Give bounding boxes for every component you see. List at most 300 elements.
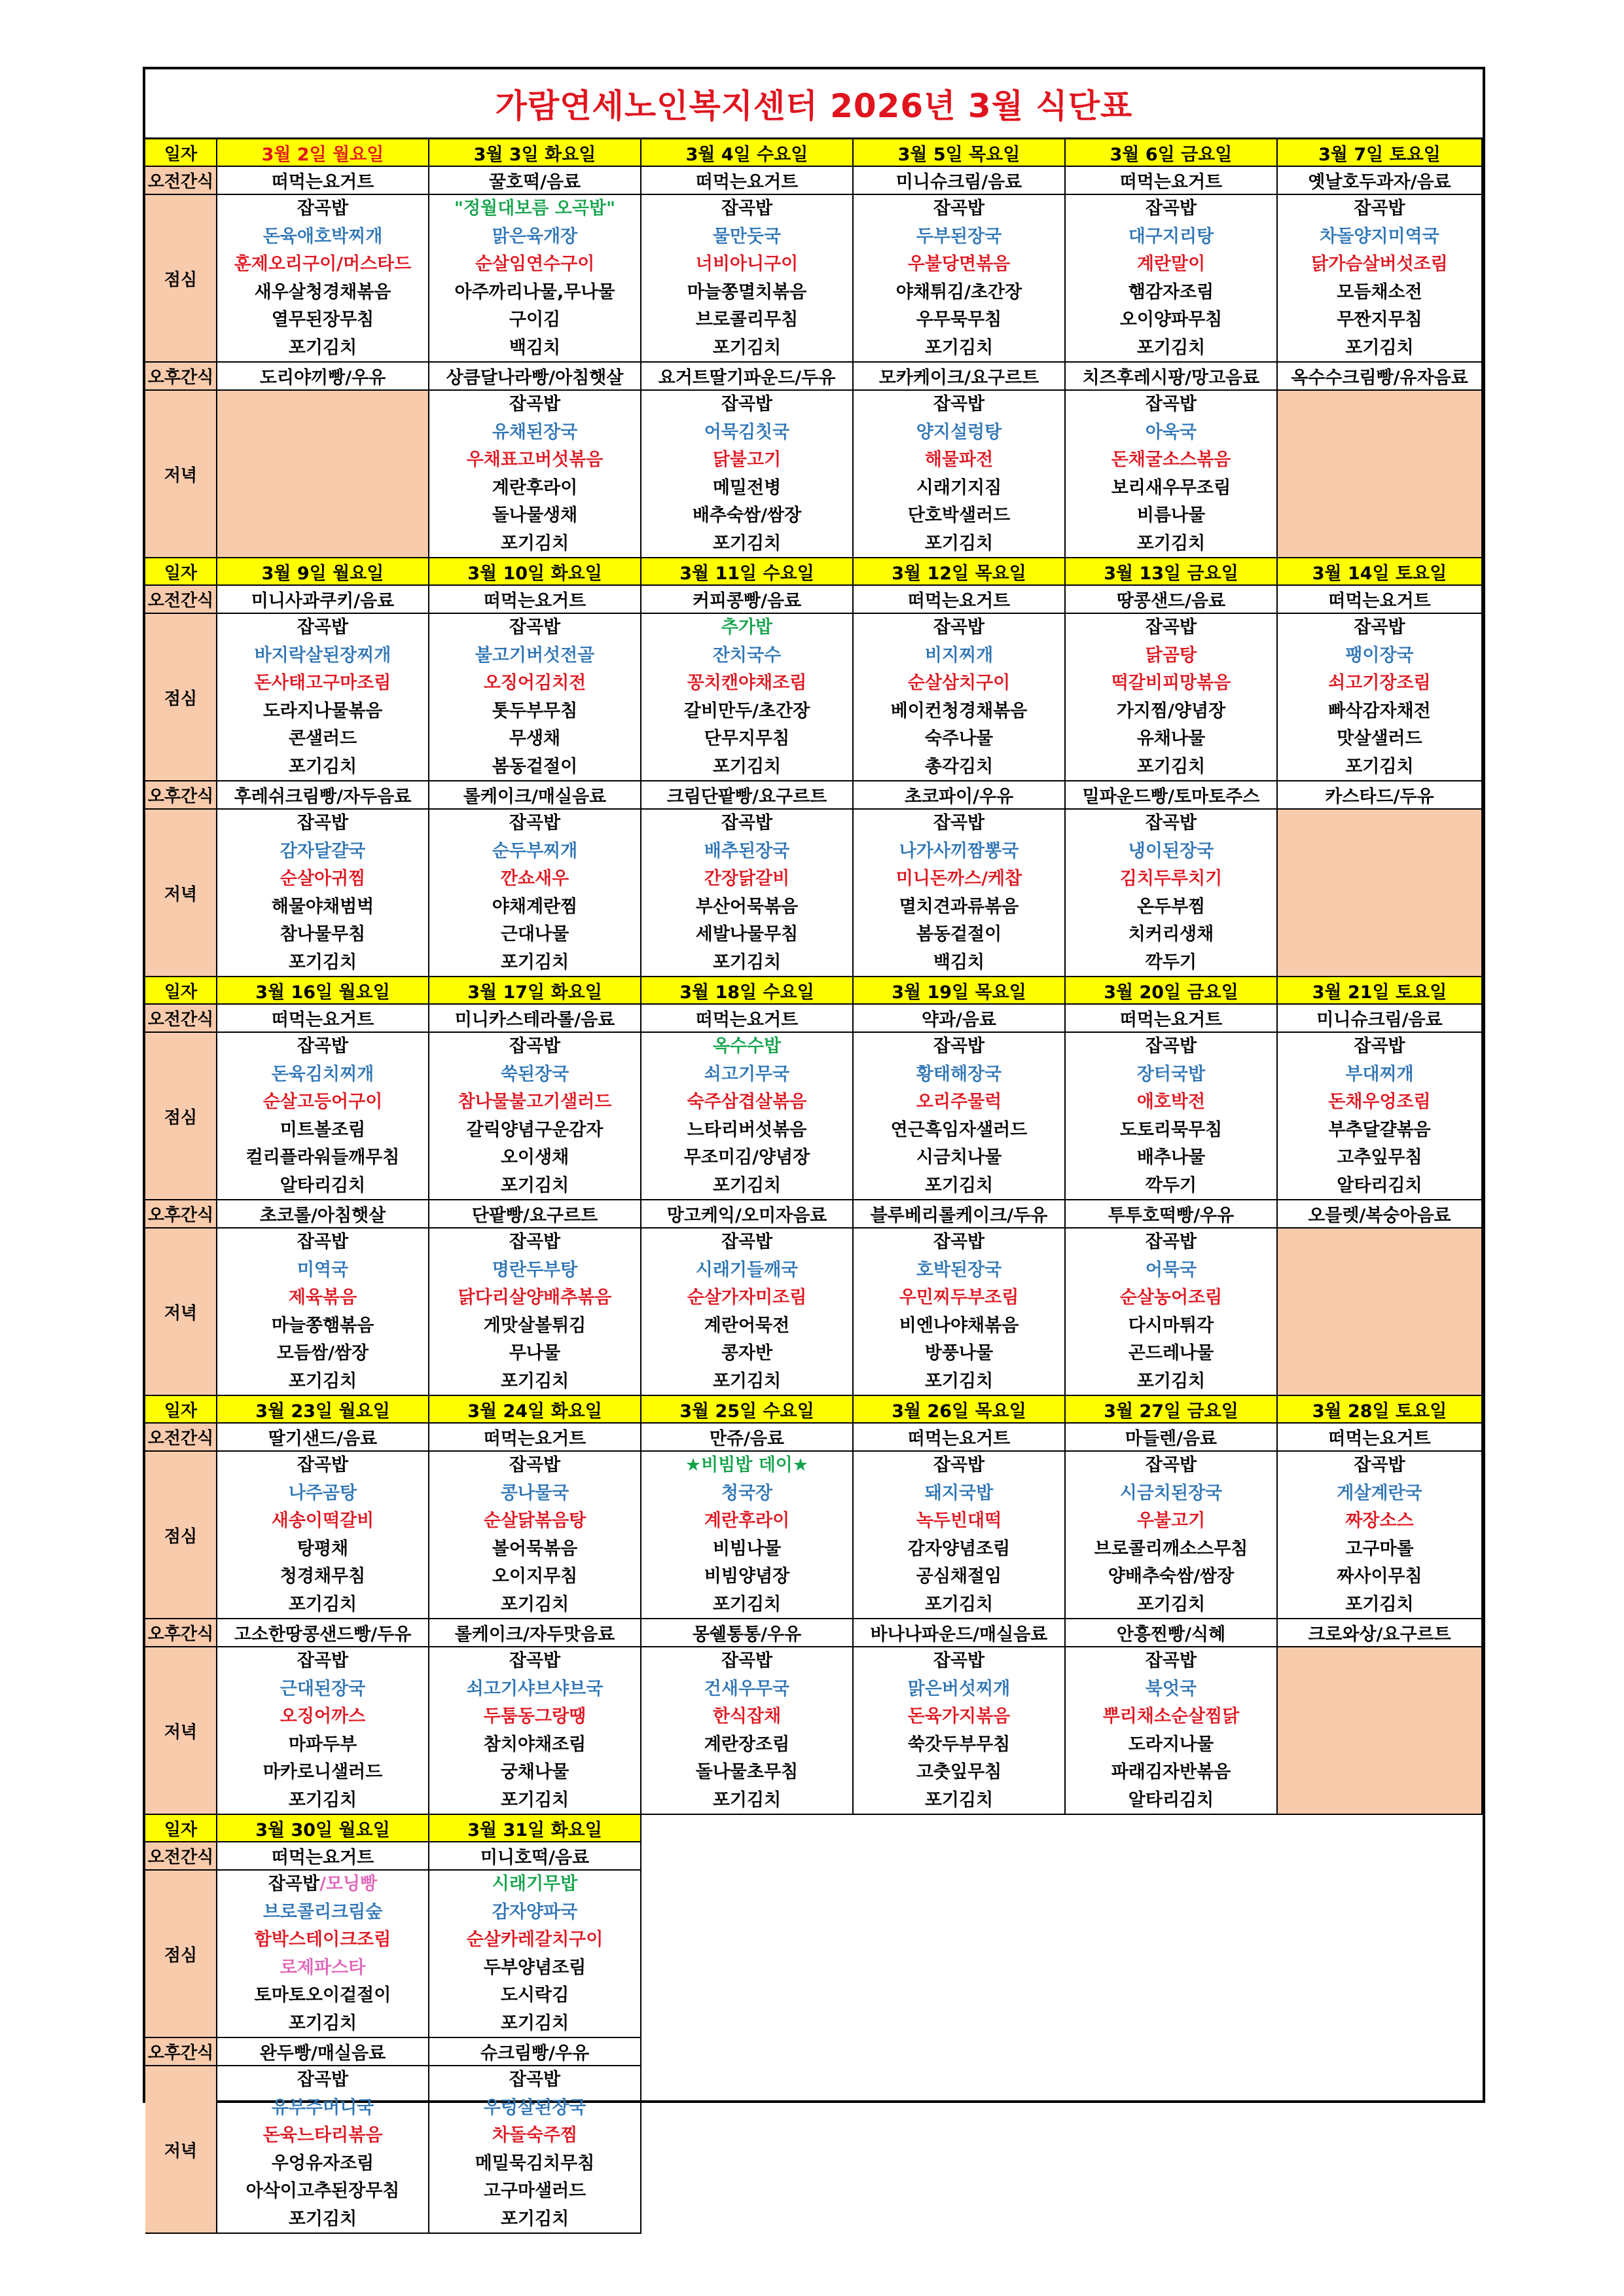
menu-item-text: 잡곡밥: [1145, 1036, 1197, 1056]
menu-item: [641, 446, 852, 475]
menu-item-text: 방풍나물: [924, 1343, 994, 1363]
menu-item: [854, 893, 1064, 922]
menu-item-text: 비엔나야채볶음: [899, 1315, 1019, 1336]
menu-item: [429, 223, 640, 251]
menu-item: [429, 1871, 640, 1899]
menu-item-text: 쇠고기무국: [704, 1064, 790, 1085]
menu-item-text: 토마토오이겉절이: [254, 1985, 391, 2005]
dinner-empty: [1278, 1229, 1483, 1396]
menu-item-text: 비빔양념장: [704, 1566, 790, 1587]
menu-item-text: 곤드레나물: [1128, 1343, 1214, 1363]
lunch-menu: [429, 1033, 641, 1200]
menu-item: [641, 475, 852, 503]
date-cell: [641, 1396, 854, 1424]
menu-item: [429, 1703, 640, 1731]
menu-item: [217, 1563, 428, 1591]
menu-item: [641, 1061, 852, 1089]
menu-item: [1066, 1507, 1276, 1535]
day-date: 3월 25일 수요일: [679, 1401, 814, 1422]
day-date: 3월 11일 수요일: [679, 563, 814, 584]
menu-item: [217, 306, 428, 334]
menu-item-text: 도토리묵무침: [1119, 1119, 1223, 1140]
menu-item: [1278, 1061, 1481, 1089]
menu-item-text: 돼지국밥: [924, 1482, 994, 1503]
menu-item-text: ★비빔밥 데이★: [685, 1455, 809, 1475]
date-cell: [217, 558, 429, 586]
dinner-menu: [217, 1647, 429, 1815]
menu-item: [641, 306, 852, 334]
menu-item-text: 도라지나물: [1128, 1734, 1214, 1755]
menu-item: [641, 1368, 852, 1396]
menu-item-text: 미역국: [297, 1259, 349, 1280]
menu-item-text: 두툼동그랑땡: [483, 1706, 586, 1727]
menu-item: [641, 670, 852, 698]
menu-item-text: 우불당면볶음: [907, 254, 1011, 274]
date-cell: [429, 1815, 641, 1842]
pm-snack: 초코롤/아침햇살: [217, 1200, 429, 1229]
menu-item: [217, 614, 428, 642]
lunch-menu: [429, 614, 641, 781]
day-date: 3월 17일 화요일: [467, 982, 602, 1003]
menu-item: [641, 949, 852, 977]
dinner-menu: [1066, 1647, 1278, 1815]
menu-item-text: 포기김치: [712, 756, 782, 777]
menu-item-text: 유부주머니국: [271, 2097, 374, 2118]
menu-item: [429, 1172, 640, 1200]
menu-item: [217, 1257, 428, 1285]
menu-item-text: 우민찌두부조림: [899, 1287, 1019, 1308]
pm-snack-label: 오후간식: [145, 781, 217, 810]
pm-snack: 슈크림빵/우유: [429, 2038, 641, 2066]
am-snack: 미니사과쿠키/음료: [217, 586, 429, 614]
menu-item: [217, 1871, 428, 1899]
menu-item: [429, 391, 640, 419]
menu-item-text: 비름나물: [1136, 505, 1206, 526]
menu-item-text: 깍두기: [1145, 952, 1197, 973]
pm-snack-label: 오후간식: [145, 1619, 217, 1647]
menu-item-text: 미트볼조림: [280, 1119, 366, 1140]
menu-item-text: 시래기지짐: [916, 477, 1002, 498]
menu-item-text: 배추나물: [1136, 1147, 1206, 1168]
menu-item: [854, 1703, 1064, 1731]
menu-item: [429, 2150, 640, 2178]
lunch-label: 점심: [145, 614, 217, 781]
menu-item: [641, 1703, 852, 1731]
menu-item: [217, 865, 428, 893]
menu-item: [429, 1033, 640, 1061]
menu-item: [429, 1480, 640, 1508]
am-snack: 꿀호떡/음료: [429, 167, 641, 195]
menu-item-text: 뿌리채소순살찜닭: [1102, 1706, 1240, 1727]
menu-item: [641, 1117, 852, 1145]
menu-item: [1066, 1368, 1276, 1396]
menu-item-text: 순살임연수구이: [475, 254, 595, 274]
menu-item-text: 잡곡밥: [297, 2070, 349, 2090]
date-cell: [854, 977, 1066, 1005]
menu-item-text: 잡곡밥: [1145, 1455, 1197, 1475]
menu-item-text: 맑은버섯찌개: [907, 1678, 1011, 1699]
menu-item: [217, 1731, 428, 1759]
menu-item: [429, 1117, 640, 1145]
menu-item-text: 부대찌개: [1345, 1064, 1414, 1085]
menu-item: [641, 195, 852, 223]
menu-item: [217, 2094, 428, 2123]
menu-item: [641, 419, 852, 447]
menu-item: [429, 949, 640, 977]
menu-item-text: 포기김치: [924, 337, 994, 358]
menu-item: [854, 1591, 1064, 1619]
menu-item-text: 콩자반: [721, 1343, 773, 1363]
menu-item-text: 멸치견과류볶음: [899, 896, 1019, 917]
am-snack: 딸기샌드/음료: [217, 1424, 429, 1452]
dinner-menu: [641, 1647, 854, 1815]
menu-item-text: 비지찌개: [924, 645, 994, 666]
date-label: 일자: [145, 977, 217, 1005]
menu-item: [429, 1591, 640, 1619]
menu-item: [854, 1676, 1064, 1704]
menu-item-text: 돈채우엉조림: [1328, 1092, 1431, 1112]
am-snack: 약과/음료: [854, 1005, 1066, 1033]
am-snack: 떠먹는요거트: [1278, 1424, 1483, 1452]
date-cell: [217, 139, 429, 167]
date-cell: [1066, 1396, 1278, 1424]
menu-item: [641, 279, 852, 307]
day-date: 3월 24일 화요일: [467, 1401, 602, 1422]
menu-item: [217, 1312, 428, 1340]
menu-item-text: 메밀전병: [712, 477, 782, 498]
menu-item: [1066, 1647, 1276, 1676]
menu-item-text: 고구마샐러드: [483, 2181, 586, 2201]
menu-item: [641, 1172, 852, 1200]
menu-item: [1066, 865, 1276, 893]
menu-item: [429, 865, 640, 893]
menu-item-text: 열무된장무침: [271, 310, 374, 330]
menu-item: [429, 893, 640, 922]
menu-item-text: 건새우무국: [704, 1678, 790, 1699]
menu-item-text: 김치두루치기: [1119, 869, 1223, 889]
menu-item: [854, 223, 1064, 251]
menu-item: [1278, 1591, 1481, 1619]
dinner-menu: [217, 1229, 429, 1396]
menu-item-text: 포기김치: [288, 2208, 357, 2229]
dinner-menu: [854, 1229, 1066, 1396]
menu-item-text: 포기김치: [288, 1594, 357, 1615]
menu-item: [641, 1480, 852, 1508]
menu-item-text: 잔치국수: [712, 645, 782, 666]
menu-item-text: 잡곡밥: [1145, 617, 1197, 637]
menu-item-text: 포기김치: [500, 2013, 569, 2034]
menu-item: [641, 1787, 852, 1815]
pm-snack: 롤케이크/매실음료: [429, 781, 641, 810]
dinner-menu: [641, 1229, 854, 1396]
menu-item: [429, 2206, 640, 2234]
menu-item-text: 잡곡밥: [268, 1874, 320, 1894]
menu-item-text: 짜사이무침: [1337, 1566, 1422, 1587]
menu-item: [429, 1926, 640, 1954]
menu-item-text: 콘샐러드: [288, 728, 357, 749]
menu-item: [1066, 698, 1276, 726]
pm-snack: 초코파이/우유: [854, 781, 1066, 810]
menu-item: [641, 753, 852, 781]
menu-item: [1066, 921, 1276, 949]
menu-item-text: 오이지무침: [492, 1566, 578, 1587]
menu-item: [429, 1982, 640, 2010]
lunch-menu: [1278, 614, 1483, 781]
menu-item: [429, 698, 640, 726]
date-cell: [1066, 139, 1278, 167]
menu-item: [217, 1591, 428, 1619]
menu-item-text: 추가밥: [721, 617, 773, 637]
menu-item: [854, 1759, 1064, 1787]
menu-item: [854, 530, 1064, 558]
dinner-label: 저녁: [145, 391, 217, 558]
menu-item: [1278, 1480, 1481, 1508]
menu-item-text: 무조미김/양념장: [683, 1147, 810, 1168]
dinner-empty: [1278, 810, 1483, 977]
date-cell: [854, 139, 1066, 167]
menu-item-text: 콩나물국: [500, 1482, 569, 1503]
dinner-label: 저녁: [145, 810, 217, 977]
menu-item: [854, 1368, 1064, 1396]
menu-item-text: 봄동겉절이: [492, 756, 578, 777]
menu-item-text: 마늘쫑햄볶음: [271, 1315, 374, 1336]
menu-item: [1066, 1703, 1276, 1731]
menu-item-text: 갈비만두/초간장: [683, 700, 810, 721]
menu-item: [1066, 1535, 1276, 1564]
pm-snack: 모카케이크/요구르트: [854, 363, 1066, 391]
menu-item-text: 숙주나물: [924, 728, 994, 749]
menu-item-text: 브로콜리무침: [695, 310, 799, 330]
menu-item-text: 오징어김치전: [483, 673, 586, 693]
menu-item-text: 계란후라이: [492, 477, 578, 498]
menu-item-text: 차돌숙주찜: [492, 2125, 578, 2145]
menu-item-text: 잡곡밥: [297, 198, 349, 219]
menu-item-text: 감자양파국: [492, 1901, 578, 1922]
menu-item: [429, 1368, 640, 1396]
menu-item-text: 포기김치: [288, 1789, 357, 1810]
menu-item-text: 쇠고기장조림: [1328, 673, 1431, 693]
menu-item: [1278, 642, 1481, 670]
menu-item-text: 참나물불고기샐러드: [458, 1092, 612, 1112]
menu-item: [429, 1284, 640, 1312]
am-snack: 땅콩샌드/음료: [1066, 586, 1278, 614]
day-date: 3월 31일 화요일: [467, 1820, 602, 1840]
menu-item: [429, 1312, 640, 1340]
pm-snack: 밀파운드빵/토마토주스: [1066, 781, 1278, 810]
menu-item-text: 포기김치: [500, 1594, 569, 1615]
date-label: 일자: [145, 1815, 217, 1842]
menu-item-text: 잡곡밥: [721, 198, 773, 219]
menu-item: [429, 251, 640, 279]
menu-item-text: 냉이된장국: [1128, 840, 1214, 861]
menu-item: [641, 893, 852, 922]
menu-item-text: 시금치나물: [916, 1147, 1002, 1168]
pm-snack: 완두빵/매실음료: [217, 2038, 429, 2066]
lunch-menu: [641, 1033, 854, 1200]
menu-item: [1278, 1535, 1481, 1564]
menu-item: [217, 2206, 428, 2234]
date-cell: [1066, 977, 1278, 1005]
menu-item-text: 잡곡밥: [297, 813, 349, 833]
menu-item: [429, 1563, 640, 1591]
date-cell: [1066, 558, 1278, 586]
menu-item: [854, 1340, 1064, 1368]
menu-item-text: 유채나물: [1136, 728, 1206, 749]
menu-item-text: 총각김치: [924, 756, 994, 777]
dinner-menu: [1066, 810, 1278, 977]
menu-item-text: 빠삭감자채전: [1328, 700, 1431, 721]
menu-item-text: 잡곡밥: [509, 617, 561, 637]
menu-item-text: 간장닭갈비: [704, 869, 790, 889]
day-date: 3월 2일 월요일: [261, 144, 384, 165]
menu-item-text: 돈육느타리볶음: [262, 2125, 383, 2145]
am-snack: 떠먹는요거트: [1278, 586, 1483, 614]
menu-item: [641, 391, 852, 419]
menu-item-text: 순살고등어구이: [262, 1092, 383, 1112]
menu-item: [641, 1229, 852, 1257]
day-date: 3월 9일 월요일: [261, 563, 384, 584]
menu-item-text: 대구지리탕: [1128, 226, 1214, 247]
menu-item: [854, 1257, 1064, 1285]
menu-item: [854, 391, 1064, 419]
lunch-menu: [217, 614, 429, 781]
menu-item-text: 깍두기: [1145, 1175, 1197, 1196]
menu-item: [217, 1676, 428, 1704]
menu-item: [217, 1899, 428, 1927]
menu-item-text: 돌나물초무침: [695, 1762, 799, 1782]
menu-item-text: 포기김치: [500, 533, 569, 554]
menu-item-text: 계란장조림: [704, 1734, 790, 1755]
date-cell: [854, 1396, 1066, 1424]
date-cell: [217, 977, 429, 1005]
menu-item: [1066, 1312, 1276, 1340]
menu-item-text: 포기김치: [712, 1371, 782, 1391]
menu-item: [217, 1229, 428, 1257]
menu-item: [217, 1061, 428, 1089]
menu-item: [429, 614, 640, 642]
pm-snack: 도리야끼빵/우유: [217, 363, 429, 391]
date-cell: [429, 558, 641, 586]
menu-item-text: 잡곡밥: [509, 2070, 561, 2090]
menu-item: [217, 1172, 428, 1200]
menu-item-text: 잡곡밥: [509, 1036, 561, 1056]
menu-item-text: 마카로니샐러드: [262, 1762, 383, 1782]
menu-item: [1278, 753, 1481, 781]
menu-item-text: 게살계란국: [1337, 1482, 1422, 1503]
menu-item-text: 도시락김: [500, 1985, 569, 2005]
menu-item: [641, 1088, 852, 1117]
menu-item: [217, 1452, 428, 1480]
date-cell: [1278, 977, 1483, 1005]
menu-item-text: 잡곡밥: [933, 1455, 985, 1475]
menu-item-text: 봄동겉절이: [916, 924, 1002, 944]
am-snack: 미니카스테라롤/음료: [429, 1005, 641, 1033]
menu-item-text: 단호박샐러드: [907, 505, 1011, 526]
menu-item-text: 닭가슴살버섯조림: [1311, 254, 1448, 274]
menu-item: [641, 1563, 852, 1591]
lunch-menu: [641, 195, 854, 363]
date-cell: [429, 1396, 641, 1424]
menu-item: [217, 670, 428, 698]
menu-item-text: 숙주삼겹살볶음: [687, 1092, 807, 1112]
menu-item: [1066, 949, 1276, 977]
menu-item-text: 바지락살된장찌개: [254, 645, 391, 666]
menu-item: [1278, 279, 1481, 307]
menu-item: [217, 1647, 428, 1676]
date-cell: [641, 558, 854, 586]
menu-item: [641, 1340, 852, 1368]
menu-item: [1278, 1088, 1481, 1117]
menu-item: [641, 810, 852, 838]
menu-item: [1066, 306, 1276, 334]
dinner-menu: [854, 391, 1066, 558]
menu-item: [429, 810, 640, 838]
menu-item: [641, 502, 852, 530]
menu-item-text: 베이컨청경채볶음: [890, 700, 1028, 721]
menu-item: [1278, 1117, 1481, 1145]
menu-item: [854, 1731, 1064, 1759]
menu-item-text: 포기김치: [1345, 756, 1414, 777]
am-snack: 옛날호두과자/음료: [1278, 167, 1483, 195]
menu-item-text: 순살닭볶음탕: [483, 1511, 586, 1531]
menu-item-text: 애호박전: [1136, 1092, 1206, 1112]
menu-item-text: 로제파스타: [280, 1957, 366, 1978]
menu-item: [429, 1144, 640, 1172]
menu-item: [854, 1033, 1064, 1061]
menu-item-text: 아주까리나물,무나물: [454, 281, 615, 302]
menu-item-text: 두부된장국: [916, 226, 1002, 247]
am-snack-label: 오전간식: [145, 1842, 217, 1871]
menu-item: [641, 698, 852, 726]
dinner-empty: [217, 391, 429, 558]
menu-item: [1066, 1731, 1276, 1759]
menu-item-text: 부추달걀볶음: [1328, 1119, 1431, 1140]
menu-item-text: 돈육애호박찌개: [262, 226, 383, 247]
am-snack: 떠먹는요거트: [217, 1842, 429, 1871]
menu-item: [1278, 670, 1481, 698]
menu-item: [429, 1452, 640, 1480]
menu-item: [217, 195, 428, 223]
menu-item-text: 포기김치: [924, 1594, 994, 1615]
day-date: 3월 26일 목요일: [892, 1401, 1026, 1422]
menu-item: [217, 1033, 428, 1061]
lunch-menu: [1066, 614, 1278, 781]
menu-item: [217, 1340, 428, 1368]
menu-item-text: 무짠지무침: [1337, 310, 1422, 330]
menu-item: [1066, 419, 1276, 447]
menu-item-text: 청국장: [721, 1482, 773, 1503]
menu-item-text: 모듬채소전: [1337, 281, 1422, 302]
menu-item: [1066, 530, 1276, 558]
lunch-menu: [429, 1871, 641, 2038]
dinner-label: 저녁: [145, 2066, 217, 2234]
menu-item: [1066, 1284, 1276, 1312]
menu-item: [641, 1257, 852, 1285]
menu-item-text: "정월대보름 오곡밥": [454, 198, 616, 219]
menu-item-text: 해물야채범벅: [271, 896, 374, 917]
menu-item-text: 우불고기: [1136, 1511, 1206, 1531]
menu-item-text: 호박된장국: [916, 1259, 1002, 1280]
menu-item-text: 잡곡밥: [1145, 198, 1197, 219]
menu-item-text: 메밀묵김치무침: [475, 2153, 595, 2174]
day-date: 3월 19일 목요일: [892, 982, 1026, 1003]
menu-item-text: 잡곡밥: [933, 813, 985, 833]
menu-item: [854, 1088, 1064, 1117]
menu-item-text: 포기김치: [1345, 1594, 1414, 1615]
menu-item: [641, 1759, 852, 1787]
menu-item: [854, 865, 1064, 893]
menu-item-text: 포기김치: [924, 1175, 994, 1196]
